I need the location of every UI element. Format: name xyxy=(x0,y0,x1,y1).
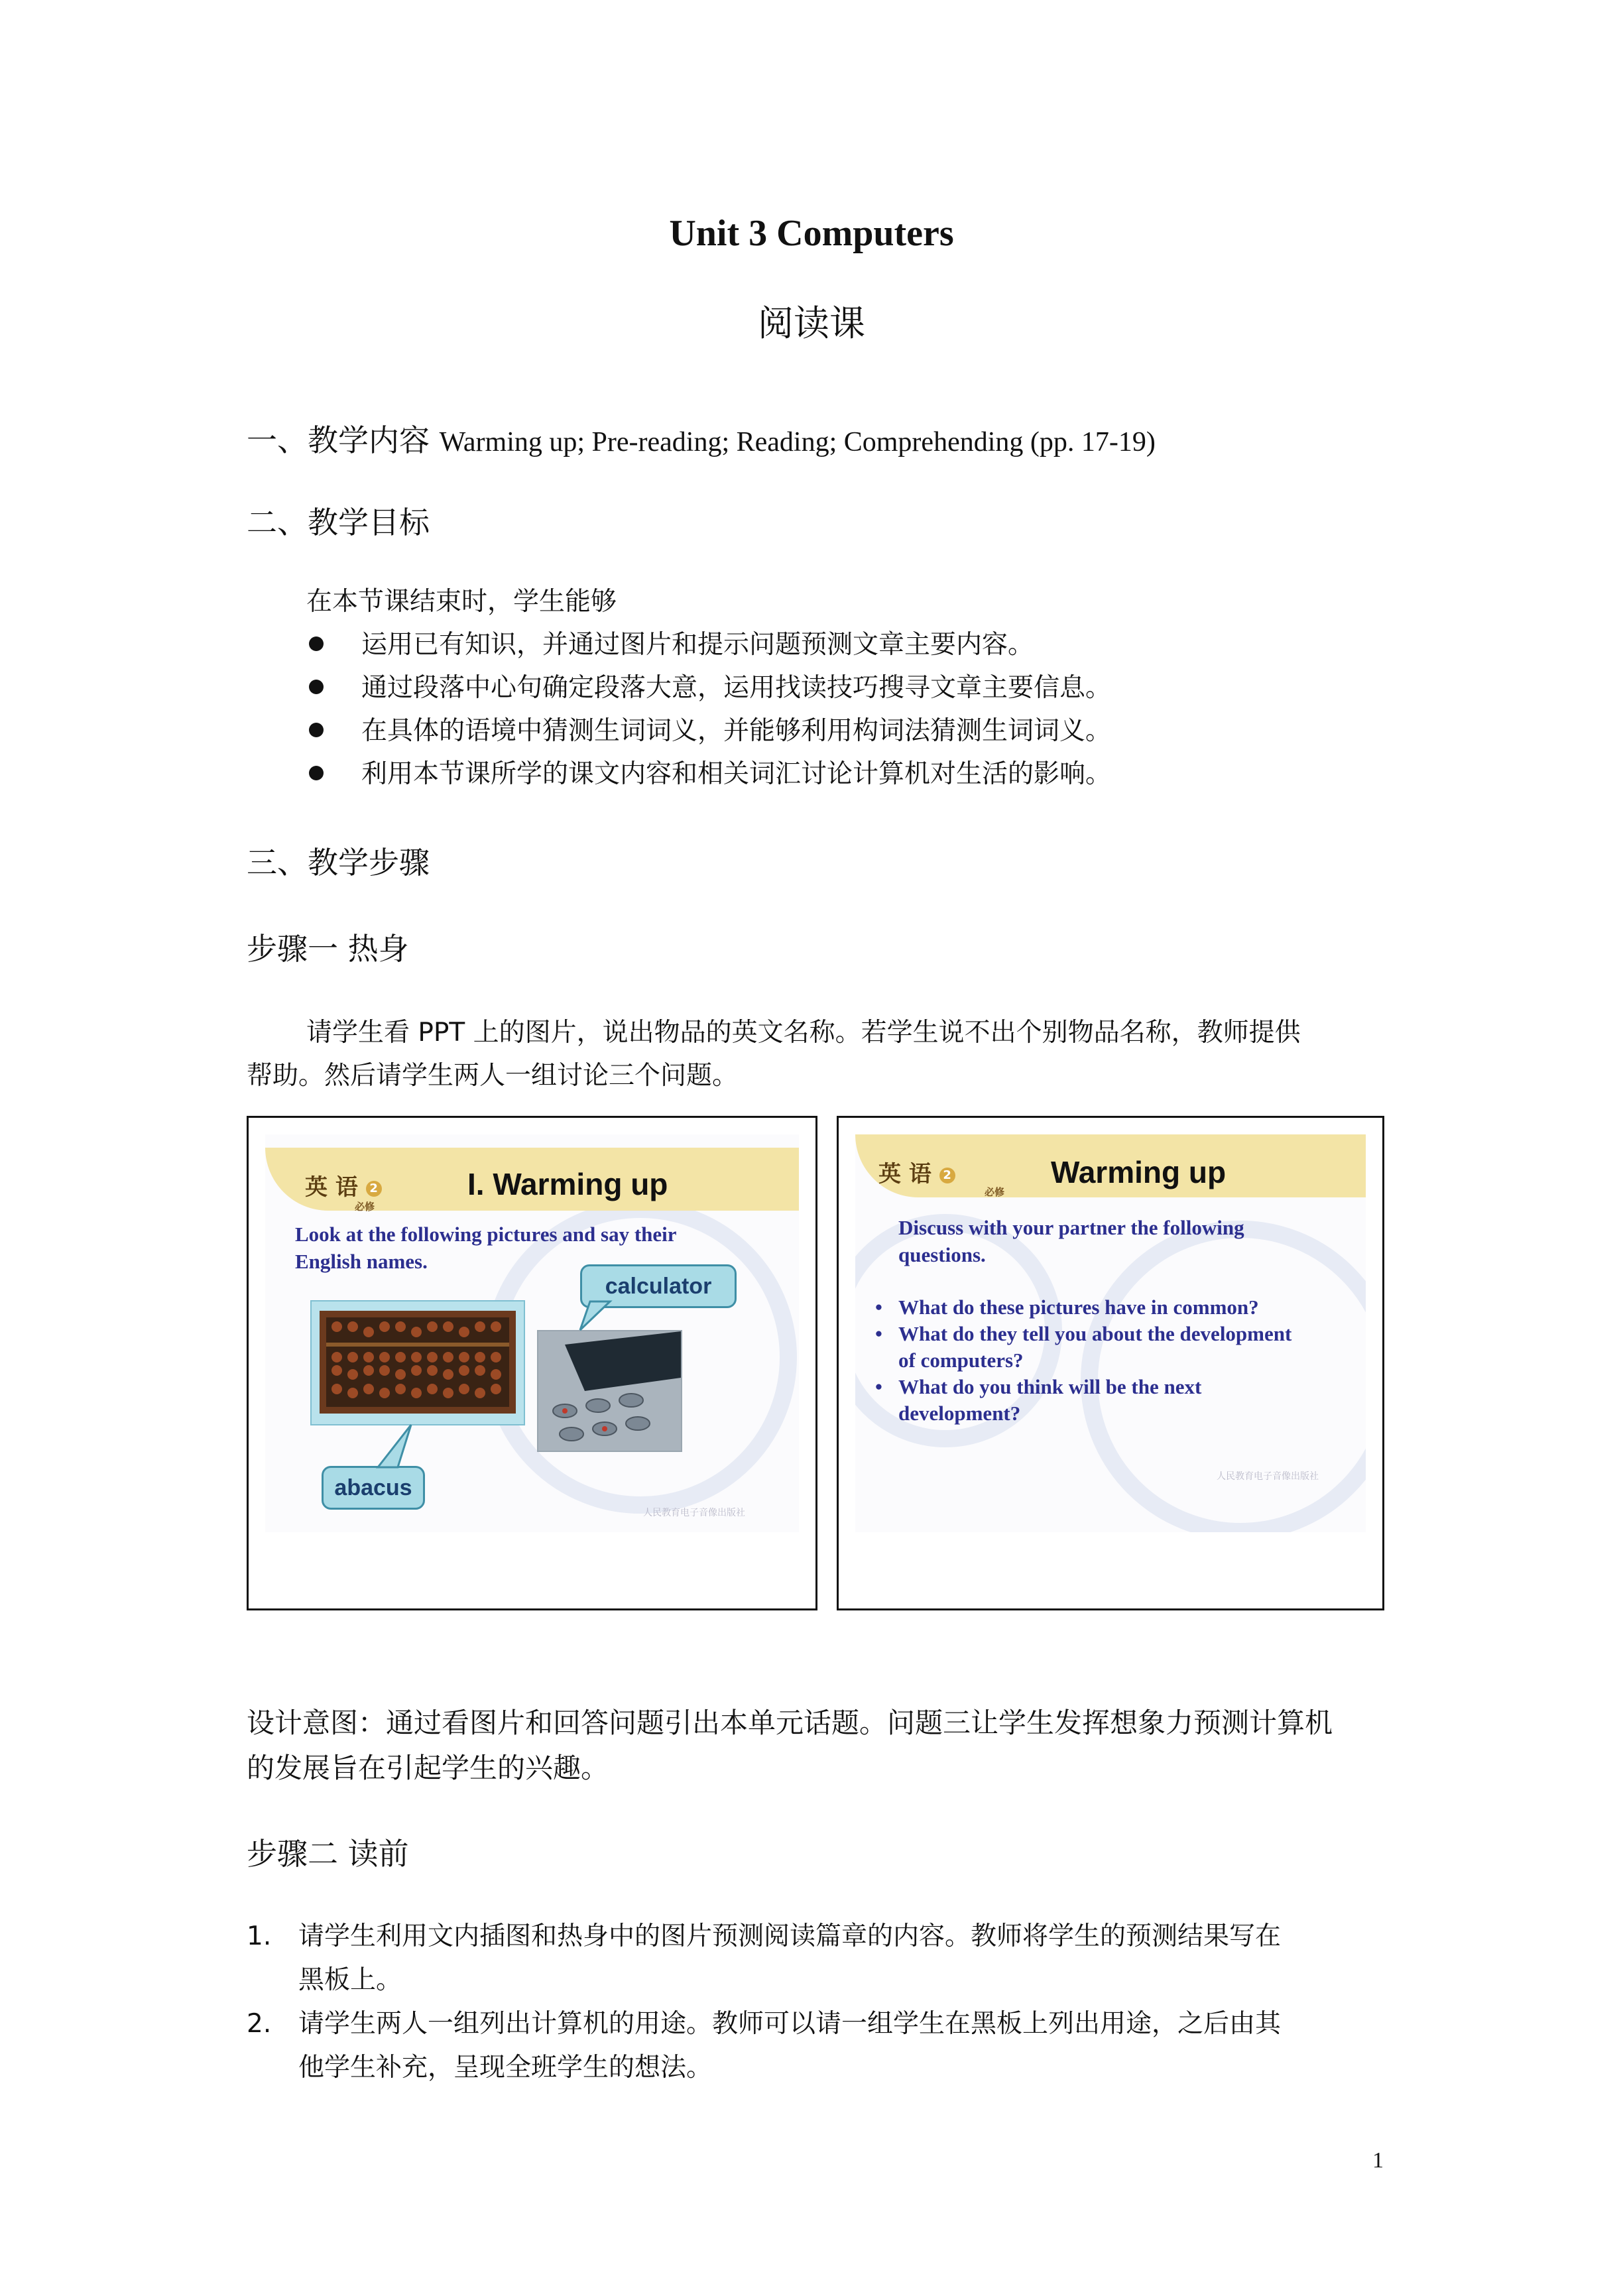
abacus-picture xyxy=(310,1300,525,1425)
page-number: 1 xyxy=(1372,2148,1384,2173)
abacus-icon xyxy=(312,1301,524,1424)
document-title: Unit 3 Computers xyxy=(669,213,954,254)
slide-instruction-line1: Look at the following pictures and say their xyxy=(295,1223,677,1246)
objectives-intro: 在本节课结束时，学生能够 xyxy=(306,587,617,617)
step2-item2-number: 2. xyxy=(247,2009,272,2039)
step2-item2-line2: 他学生补充，呈现全班学生的想法。 xyxy=(298,2053,713,2083)
question-2-line1: What do they tell you about the development xyxy=(898,1322,1292,1345)
logo-text: 英 语 xyxy=(878,1161,932,1187)
bullet-dot: • xyxy=(875,1296,882,1319)
slide-intro-line1: Discuss with your partner the following xyxy=(898,1216,1244,1239)
step1-paragraph-line1: 请学生看 PPT 上的图片，说出物品的英文名称。若学生说不出个别物品名称，教师提供 xyxy=(306,1018,1301,1048)
slide-heading: Warming up xyxy=(1051,1155,1227,1189)
step2-heading: 步骤二 读前 xyxy=(247,1836,409,1872)
logo-subtext: 必修 xyxy=(355,1201,375,1213)
publisher-credit: 人民教育电子音像出版社 xyxy=(1217,1471,1319,1482)
logo-subtext: 必修 xyxy=(985,1186,1005,1198)
bullet-icon xyxy=(306,670,339,703)
slide-canvas xyxy=(265,1134,799,1532)
question-3-line2: development? xyxy=(898,1402,1021,1425)
slide-heading: I. Warming up xyxy=(467,1167,668,1201)
design-intent-line2: 的发展旨在引起学生的兴趣。 xyxy=(247,1752,609,1784)
objective-item: 运用已有知识，并通过图片和提示问题预测文章主要内容。 xyxy=(361,630,1034,660)
slide-instruction-line2: English names. xyxy=(295,1250,428,1273)
question-3-line1: What do you think will be the next xyxy=(898,1375,1202,1398)
step1-heading: 步骤一 热身 xyxy=(247,931,409,967)
section-teaching-steps: 三、教学步骤 xyxy=(247,845,430,880)
question-1: What do these pictures have in common? xyxy=(898,1296,1259,1319)
design-intent-line1: 设计意图：通过看图片和回答问题引出本单元话题。问题三让学生发挥想象力预测计算机 xyxy=(247,1707,1333,1739)
section-teaching-content xyxy=(247,416,1156,460)
step2-item1-line2: 黑板上。 xyxy=(298,1965,402,1995)
bullet-dot: • xyxy=(875,1322,882,1345)
calculator-label: calculator xyxy=(580,1264,737,1308)
logo-number-badge: 2 xyxy=(366,1181,382,1197)
objective-item: 通过段落中心句确定段落大意，运用找读技巧搜寻文章主要信息。 xyxy=(361,673,1112,703)
logo-number-badge: 2 xyxy=(939,1168,955,1183)
section-content: Warming up; Pre-reading; Reading; Comprehending (pp. 17-19) xyxy=(439,427,1156,457)
calculator-picture xyxy=(537,1330,682,1452)
bullet-dot: • xyxy=(875,1375,882,1398)
document-subtitle: 阅读课 xyxy=(758,302,865,344)
abacus-label: abacus xyxy=(322,1466,425,1510)
bullet-icon xyxy=(306,713,339,747)
textbook-logo xyxy=(878,1156,955,1188)
step2-item1-line1: 请学生利用文内插图和热身中的图片预测阅读篇章的内容。教师将学生的预测结果写在 xyxy=(298,1921,1282,1951)
step2-item1-number: 1. xyxy=(247,1921,272,1951)
slide-warming-up-2 xyxy=(837,1116,1384,1610)
step2-item2-line1: 请学生两人一组列出计算机的用途。教师可以请一组学生在黑板上列出用途，之后由其 xyxy=(298,2009,1282,2039)
section-label: 一、教学内容 xyxy=(247,422,430,458)
publisher-credit: 人民教育电子音像出版社 xyxy=(643,1508,745,1518)
question-2-line2: of computers? xyxy=(898,1349,1024,1372)
calculator-icon xyxy=(538,1331,681,1451)
objective-item: 利用本节课所学的课文内容和相关词汇讨论计算机对生活的影响。 xyxy=(361,759,1112,789)
calculator-callout-pointer xyxy=(577,1300,617,1333)
bullet-icon xyxy=(306,627,339,660)
slide-intro-line2: questions. xyxy=(898,1243,986,1266)
abacus-callout-pointer xyxy=(365,1423,418,1469)
logo-text: 英 语 xyxy=(305,1174,358,1201)
slide-warming-up-1 xyxy=(247,1116,817,1610)
objective-item: 在具体的语境中猜测生词词义，并能够利用构词法猜测生词词义。 xyxy=(361,716,1112,746)
textbook-logo xyxy=(305,1169,382,1201)
slide-canvas xyxy=(855,1134,1366,1532)
step1-paragraph-line2: 帮助。然后请学生两人一组讨论三个问题。 xyxy=(247,1061,739,1091)
section-teaching-objectives: 二、教学目标 xyxy=(247,505,430,540)
bullet-icon xyxy=(306,756,339,790)
